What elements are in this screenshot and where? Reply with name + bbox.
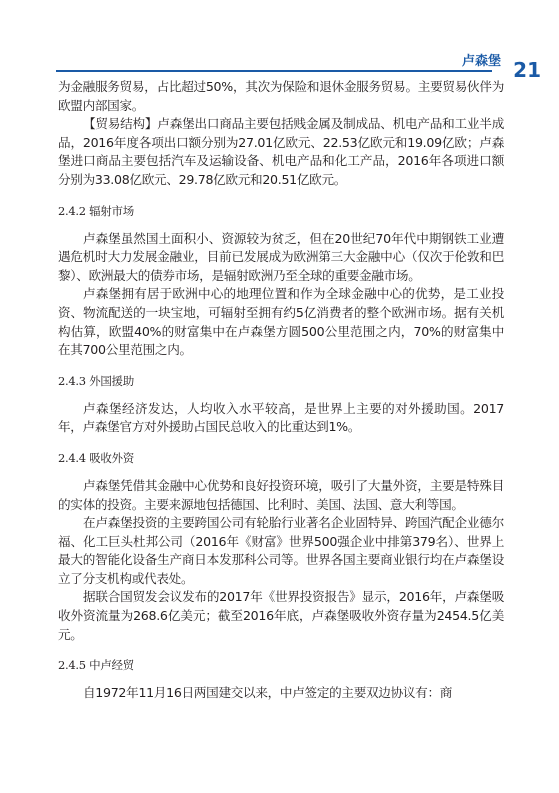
running-header-title: 卢森堡 — [461, 54, 501, 69]
section-heading: 2.4.4 吸收外资 — [58, 450, 134, 465]
page-number: 21 — [513, 58, 541, 82]
body-text — [58, 78, 504, 703]
paragraph: 卢森堡虽然国土面积小、资源较为贫乏，但在20世纪70年代中期钢铁工业遭遇危机时大力发展金融业，目前已发展成为欧洲第三大金融中心（仅次于伦敦和巴黎）、欧洲最大的债券市场，是辐射欧洲乃至全球的重要金融市场。 — [58, 230, 504, 283]
paragraph: 【贸易结构】卢森堡出口商品主要包括贱金属及制成品、机电产品和工业半成品，2016年度各项出口额分别为27.01亿欧元、22.53亿欧元和19.09亿欧；卢森堡进口商品主要包括汽车及运输设备、机电产品和化工产品，2016年各项进口额分别为33.08亿欧元、29.78亿欧元和20.51亿欧元。 — [58, 116, 504, 187]
paragraph: 为金融服务贸易，占比超过50%，其次为保险和退休金服务贸易。主要贸易伙伴为欧盟内部国家。 — [58, 79, 504, 113]
paragraph: 据联合国贸发会议发布的2017年《世界投资报告》显示，2016年，卢森堡吸收外资流量为268.6亿美元；截至2016年底，卢森堡吸收外资存量为2454.5亿美元。 — [58, 589, 504, 642]
paragraph: 卢森堡凭借其金融中心优势和良好投资环境，吸引了大量外资，主要是特殊目的实体的投资。主要来源地包括德国、比利时、美国、法国、意大利等国。 — [58, 477, 504, 512]
paragraph: 在卢森堡投资的主要跨国公司有轮胎行业著名企业固特异、跨国汽配企业德尔福、化工巨头杜邦公司（2016年《财富》世界500强企业中排第379名）、世界上最大的智能化设备生产商日本发那科公司等。世界各国主要商业银行均在卢森堡设立了分支机构或代表处。 — [58, 515, 504, 586]
section-heading: 2.4.5 中卢经贸 — [58, 658, 134, 673]
section-heading: 2.4.2 辐射市场 — [58, 203, 134, 218]
section-heading: 2.4.3 外国援助 — [58, 373, 134, 388]
paragraph: 卢森堡拥有居于欧洲中心的地理位置和作为全球金融中心的优势，是工业投资、物流配送的一块宝地，可辐射至拥有约5亿消费者的整个欧洲市场。据有关机构估算，欧盟40%的财富集中在卢森堡方圆500公里范围之内，70%的财富集中在其700公里范围之内。 — [58, 286, 504, 358]
paragraph: 卢森堡经济发达，人均收入水平较高，是世界上主要的对外援助国。2017年，卢森堡官方对外援助占国民总收入的比重达到1%。 — [58, 400, 504, 435]
header-rule — [56, 70, 492, 72]
paragraph: 自1972年11月16日两国建交以来，中卢签定的主要双边协议有：商 — [83, 685, 453, 701]
